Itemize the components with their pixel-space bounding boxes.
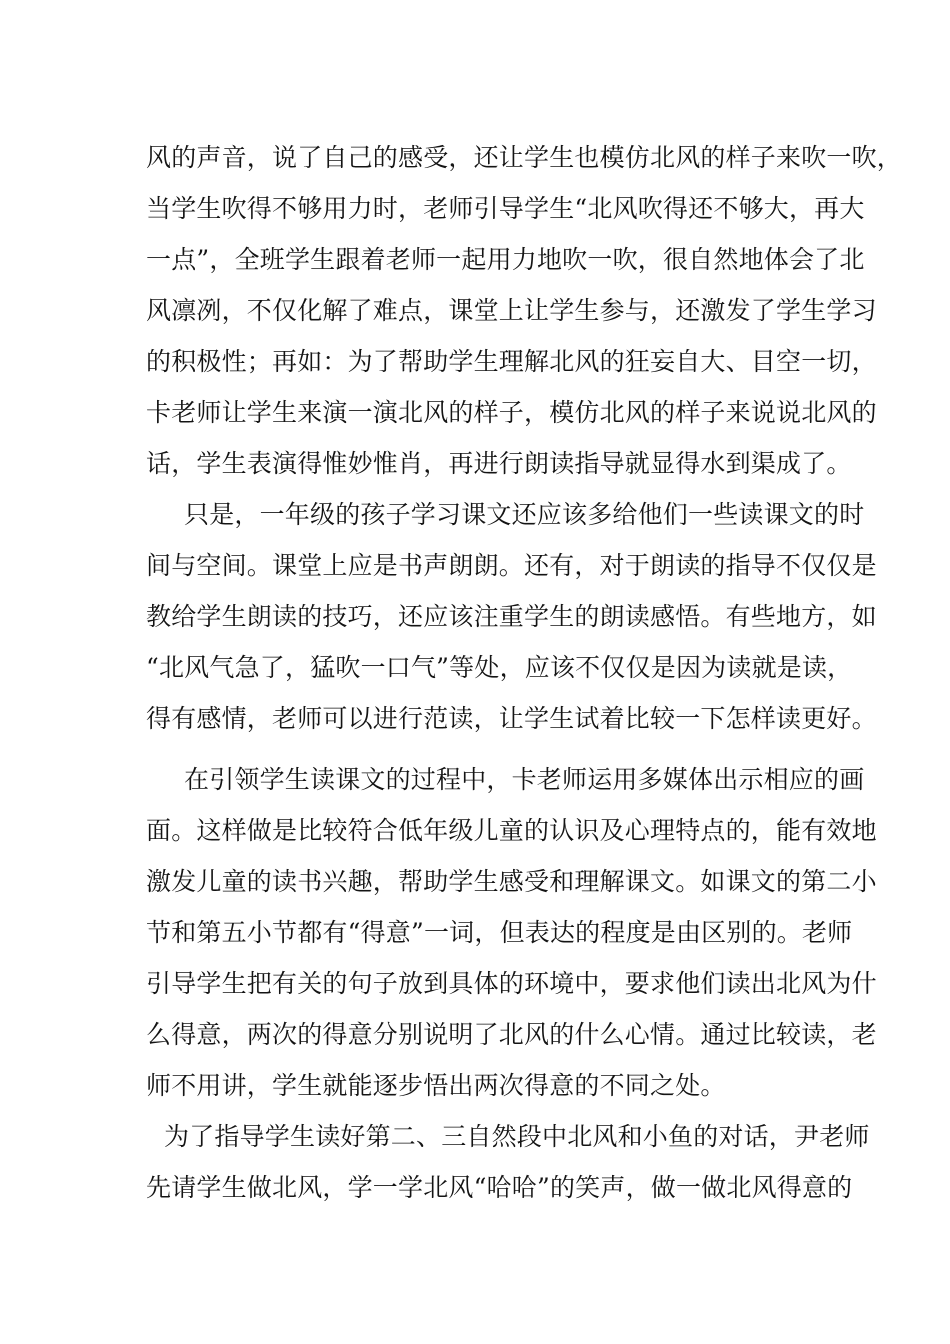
text-line: 激发儿童的读书兴趣，帮助学生感受和理解课文。如课文的第二小 [146, 867, 877, 896]
text-line: 引导学生把有关的句子放到具体的环境中，要求他们读出北风为什 [146, 969, 877, 998]
text-line: 话，学生表演得惟妙惟肖，再进行朗读指导就显得水到渠成了。 [146, 449, 852, 478]
text-line: 师不用讲，学生就能逐步悟出两次得意的不同之处。 [146, 1071, 726, 1100]
text-line: 先请学生做北风，学一学北风“哈哈”的笑声，做一做北风得意的 [146, 1173, 853, 1202]
text-line: 么得意，两次的得意分别说明了北风的什么心情。通过比较读，老 [146, 1020, 877, 1049]
document-body [146, 132, 903, 1213]
text-line: “北风气急了，猛吹一口气”等处，应该不仅仅是因为读就是读， [146, 653, 853, 682]
text-line: 风凛冽，不仅化解了难点，课堂上让学生参与，还激发了学生学习 [146, 296, 877, 325]
text-line: 节和第五小节都有“得意”一词，但表达的程度是由区别的。老师 [146, 918, 853, 947]
text-line: 得有感情，老师可以进行范读，让学生试着比较一下怎样读更好。 [146, 704, 877, 733]
paragraph-start-line: 只是，一年级的孩子学习课文还应该多给他们一些读课文的时 [184, 500, 865, 529]
text-line: 间与空间。课堂上应是书声朗朗。还有，对于朗读的指导不仅仅是 [146, 551, 877, 580]
text-line: 的积极性；再如：为了帮助学生理解北风的狂妄自大、目空一切， [146, 347, 877, 376]
paragraph-start-line: 在引领学生读课文的过程中，卡老师运用多媒体出示相应的画 [184, 765, 865, 794]
text-line: 一点”，全班学生跟着老师一起用力地吹一吹，很自然地体会了北 [146, 245, 865, 274]
paragraph-start-line: 为了指导学生读好第二、三自然段中北风和小鱼的对话，尹老师 [164, 1122, 870, 1151]
text-line: 风的声音，说了自己的感受，还让学生也模仿北风的样子来吹一吹， [146, 143, 903, 172]
text-line: 卡老师让学生来演一演北风的样子，模仿北风的样子来说说北风的 [146, 398, 877, 427]
text-line: 面。这样做是比较符合低年级儿童的认识及心理特点的，能有效地 [146, 816, 877, 845]
text-line: 教给学生朗读的技巧，还应该注重学生的朗读感悟。有些地方，如 [146, 602, 877, 631]
text-line: 当学生吹得不够用力时，老师引导学生“北风吹得还不够大，再大 [146, 194, 865, 223]
